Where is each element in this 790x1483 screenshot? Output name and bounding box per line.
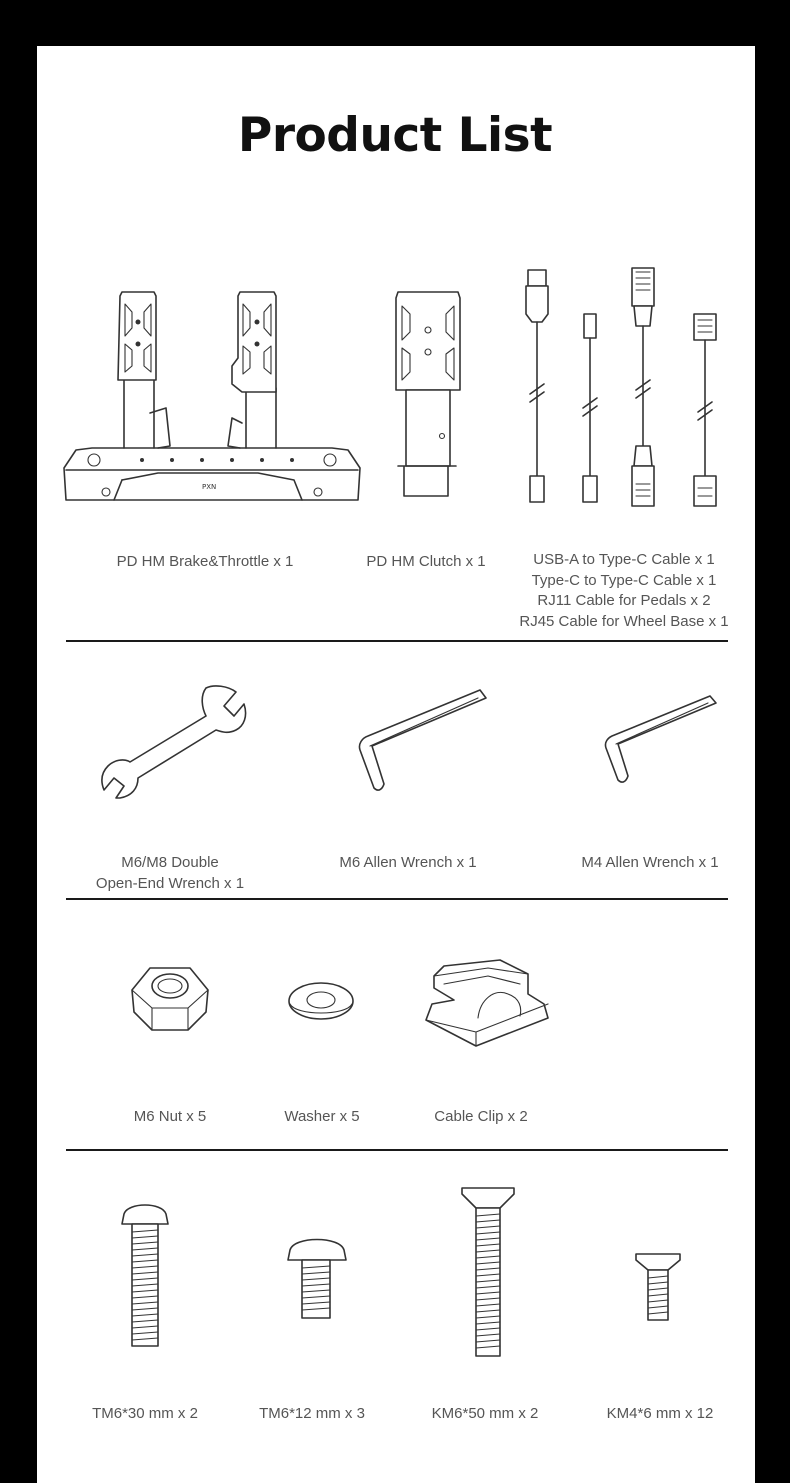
- cable-icon: [520, 266, 730, 512]
- cable-clip-label: Cable Clip x 2: [434, 1108, 528, 1125]
- m4-allen-label: M4 Allen Wrench x 1: [581, 854, 719, 871]
- washer-icon: [286, 980, 356, 1022]
- cable-list-label: [506, 550, 742, 632]
- cable-clip-icon: [424, 958, 554, 1048]
- cable-line: RJ11 Cable for Pedals x 2: [537, 592, 711, 609]
- open-end-wrench-icon: [98, 682, 248, 802]
- screw-label: TM6*30 mm x 2: [92, 1405, 198, 1422]
- page-title: Product List: [237, 108, 553, 163]
- section-divider: [66, 640, 728, 642]
- clutch-label: PD HM Clutch x 1: [366, 553, 486, 570]
- screw-icon: [284, 1234, 350, 1322]
- hex-nut-icon: [130, 964, 210, 1034]
- open-end-wrench-label: M6/M8 Double Open-End Wrench x 1: [95, 854, 245, 892]
- allen-wrench-icon: [356, 688, 490, 794]
- svg-text:PXN: PXN: [202, 483, 217, 491]
- screw-icon: [118, 1200, 172, 1352]
- section-divider: [66, 1149, 728, 1151]
- clutch-pedal-icon: [394, 290, 464, 500]
- washer-label: Washer x 5: [284, 1108, 360, 1125]
- nut-label: M6 Nut x 5: [133, 1108, 207, 1125]
- screw-label: KM4*6 mm x 12: [606, 1405, 714, 1422]
- cable-line: Type-C to Type-C Cable x 1: [531, 571, 717, 589]
- cable-line: RJ45 Cable for Wheel Base x 1: [519, 612, 729, 630]
- section-divider: [66, 898, 728, 900]
- pedal-set-label: PD HM Brake&Throttle x 1: [116, 553, 294, 570]
- cable-line: USB-A to Type-C Cable x 1: [533, 551, 715, 568]
- screw-label: KM6*50 mm x 2: [431, 1405, 539, 1422]
- pedal-set-icon: [62, 288, 362, 510]
- screw-icon: [460, 1186, 516, 1360]
- screw-label: TM6*12 mm x 3: [259, 1405, 365, 1422]
- m6-allen-label: M6 Allen Wrench x 1: [339, 854, 477, 871]
- allen-wrench-icon: [602, 694, 718, 786]
- screw-icon: [634, 1252, 682, 1324]
